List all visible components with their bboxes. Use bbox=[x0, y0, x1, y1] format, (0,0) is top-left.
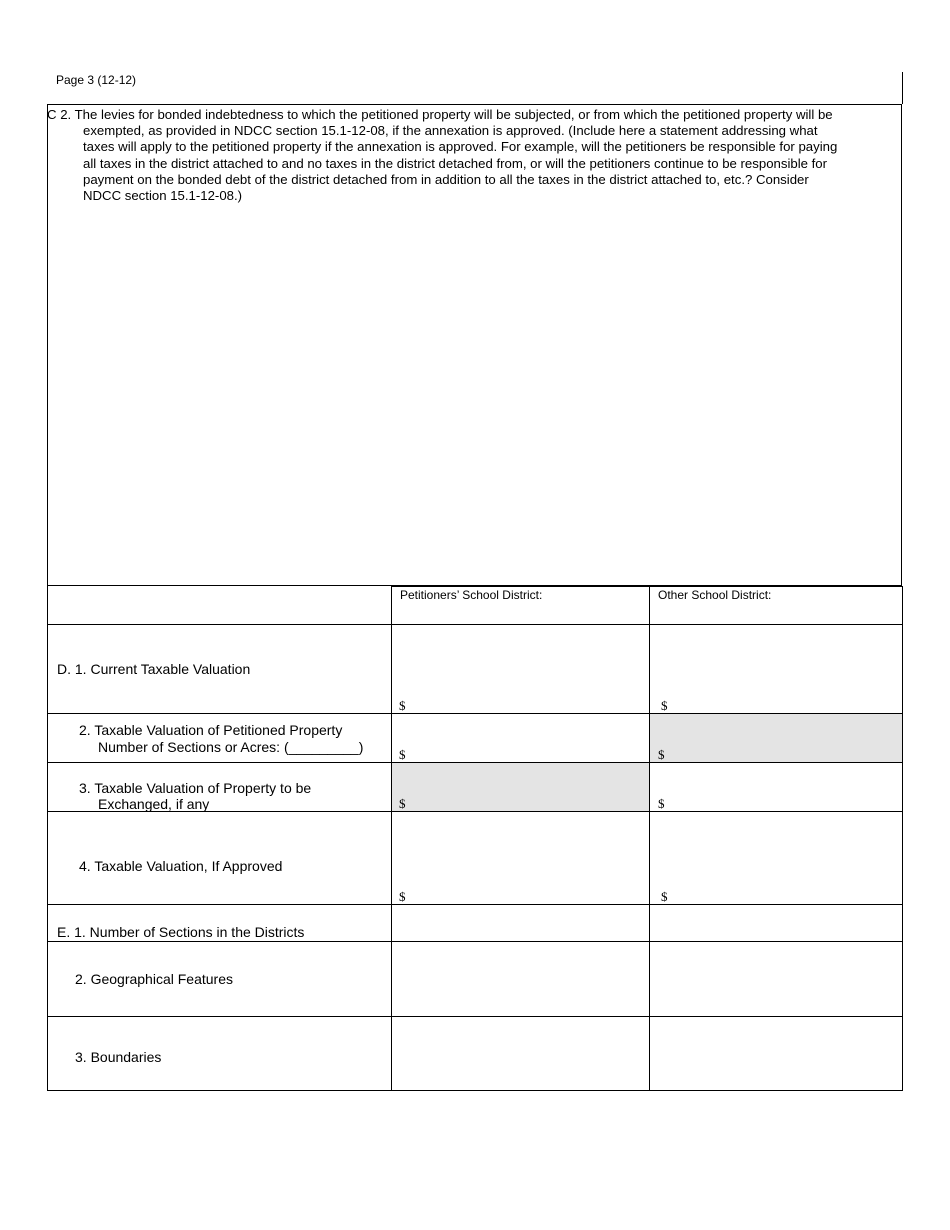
d2-petitioners-dollar: $ bbox=[399, 747, 406, 762]
c2-question bbox=[47, 107, 897, 204]
d3-petitioners-dollar: $ bbox=[399, 796, 406, 811]
column-rule bbox=[649, 624, 650, 1091]
c2-line: NDCC section 15.1-12-08.) bbox=[83, 188, 243, 204]
row-rule bbox=[47, 1016, 903, 1017]
c2-line: taxes will apply to the petitioned property if the annexation is approved. For example, will the petitioners be responsible for paying bbox=[83, 139, 838, 155]
header-left-rule bbox=[47, 586, 48, 624]
column-rule bbox=[391, 624, 392, 1091]
row-rule bbox=[47, 941, 903, 942]
header-petitioners: Petitioners’ School District: bbox=[400, 588, 543, 602]
d4-petitioners-dollar: $ bbox=[399, 889, 406, 904]
row-rule bbox=[47, 762, 903, 763]
row-d2-label: 2. Taxable Valuation of Petitioned Property bbox=[79, 722, 343, 738]
d4-other-dollar: $ bbox=[661, 889, 668, 904]
d1-petitioners-dollar: $ bbox=[399, 698, 406, 713]
row-d4-label: 4. Taxable Valuation, If Approved bbox=[79, 858, 283, 874]
c2-line: exempted, as provided in NDCC section 15.1-12-08, if the annexation is approved. (Include here a statement addressing what bbox=[83, 123, 818, 139]
row-d2-sublabel: Number of Sections or Acres: (_________) bbox=[98, 739, 364, 755]
d1-other-dollar: $ bbox=[661, 698, 668, 713]
row-d3-sublabel: Exchanged, if any bbox=[98, 796, 210, 812]
header-other: Other School District: bbox=[658, 588, 772, 602]
c2-line: all taxes in the district attached to and no taxes in the district detached from, or will the petitioners continue to be responsible for bbox=[83, 155, 828, 171]
row-e2-label: 2. Geographical Features bbox=[75, 971, 233, 987]
c2-number: C 2. bbox=[47, 107, 72, 122]
c2-first-line: The levies for bonded indebtedness to which the petitioned property will be subjected, or from which the petitioned property will be bbox=[74, 107, 833, 122]
d2-other-dollar: $ bbox=[658, 747, 665, 762]
row-rule bbox=[47, 904, 903, 905]
c2-line: payment on the bonded debt of the district detached from in addition to all the taxes in the district attached to, etc.? Consider bbox=[83, 171, 809, 187]
d3-other-dollar: $ bbox=[658, 796, 665, 811]
margin-rule bbox=[902, 72, 903, 104]
row-e3-label: 3. Boundaries bbox=[75, 1049, 162, 1065]
row-d3-label: 3. Taxable Valuation of Property to be bbox=[79, 780, 312, 796]
page-label: Page 3 (12-12) bbox=[56, 73, 137, 87]
row-e1-label: E. 1. Number of Sections in the Districts bbox=[57, 924, 305, 940]
shaded-cell-d3-petitioners bbox=[392, 763, 649, 811]
shaded-cell-d2-other bbox=[650, 714, 902, 762]
row-d1-label: D. 1. Current Taxable Valuation bbox=[57, 661, 251, 677]
row-rule bbox=[47, 713, 903, 714]
